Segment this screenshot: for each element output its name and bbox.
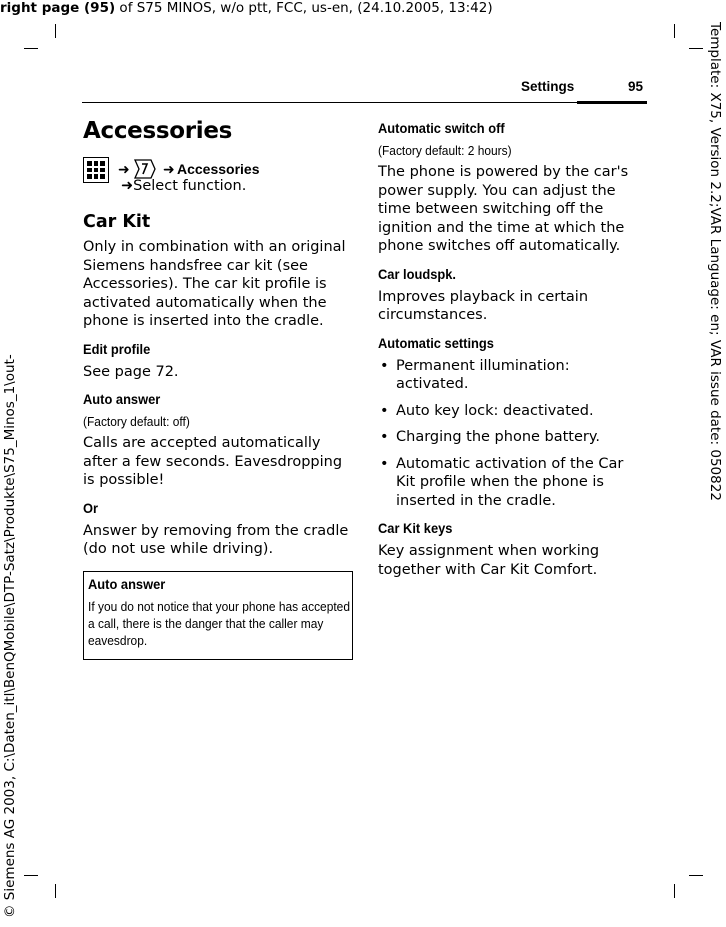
car-kit-keys-heading: Car Kit keys <box>378 520 453 536</box>
select-function-text: ➜Select function. <box>121 178 247 194</box>
crop-mark <box>674 884 675 898</box>
crop-mark <box>24 48 38 49</box>
car-loudspk-text: Improves playback in certain circumstances. <box>378 288 589 323</box>
warning-text: If you do not notice that your phone has accepted a call, there is the danger that the caller may eavesdrop. <box>88 598 350 648</box>
or-heading: Or <box>83 499 99 516</box>
header-page-bar <box>577 101 647 104</box>
auto-answer-default: (Factory default: off) <box>83 414 190 429</box>
page-title: Accessories <box>83 118 233 144</box>
crop-mark <box>24 875 38 876</box>
arrow-icon: ➜ <box>118 162 130 178</box>
crop-mark <box>55 24 56 38</box>
warning-box <box>83 571 353 660</box>
right-column <box>378 120 646 579</box>
auto-switch-off-text: The phone is powered by the car's power supply. You can adjust the time between switching off the ignition and the time at which the phone switches off automatically. <box>378 164 629 254</box>
car-loudspk-heading: Car loudspk. <box>378 265 457 282</box>
list-item: • Automatic activation of the Car Kit profile when the phone is inserted in the cradle. <box>378 455 646 511</box>
section-title: Settings <box>521 79 575 94</box>
arrow-icon: ➜ <box>163 162 175 178</box>
car-kit-keys-text: Key assignment when working together with Car Kit Comfort. <box>378 543 600 578</box>
crop-mark <box>55 884 56 898</box>
side-copyright-text: © Siemens AG 2003, C:\Daten_itl\BenQMobile\DTP-Satz\Produkte\S75_Minos_1\out- <box>2 354 18 918</box>
menu-path <box>83 154 353 196</box>
side-template-text: Template: X75, Version 2.2;VAR Language: en; VAR issue date: 050822 <box>707 22 723 501</box>
left-column <box>83 118 353 660</box>
edit-profile-heading: Edit profile <box>83 340 151 357</box>
menu-item-accessories: Accessories <box>177 161 260 177</box>
print-header <box>0 0 493 16</box>
header-rule <box>82 102 647 103</box>
page-number: 95 <box>628 79 644 94</box>
list-item: • Charging the phone battery. <box>378 428 646 447</box>
crop-mark <box>689 875 703 876</box>
auto-answer-heading: Auto answer <box>83 391 161 407</box>
crop-mark <box>674 24 675 38</box>
car-kit-intro: Only in combination with an original Siemens handsfree car kit (see Accessories). The car kit profile is activated automatically when the phone is inserted into the cradle. <box>83 239 346 329</box>
print-header-info: of S75 MINOS, w/o ptt, FCC, us-en, (24.10.2005, 13:42) <box>115 0 493 16</box>
crop-mark <box>689 48 703 49</box>
or-text: Answer by removing from the cradle (do not use while driving). <box>83 522 349 557</box>
auto-answer-text: Calls are accepted automatically after a few seconds. Eavesdropping is possible! <box>83 435 343 488</box>
auto-switch-off-heading: Automatic switch off <box>378 120 505 136</box>
automatic-settings-heading: Automatic settings <box>378 334 494 351</box>
warning-heading: Auto answer <box>88 575 166 592</box>
automatic-settings-list <box>378 357 646 511</box>
list-item: • Auto key lock: deactivated. <box>378 402 646 421</box>
menu-key-icon <box>83 157 109 183</box>
edit-profile-text: See page 72. <box>83 363 179 380</box>
car-kit-heading: Car Kit <box>83 212 151 232</box>
print-header-page: right page (95) <box>0 0 116 16</box>
list-item: • Permanent illumination: activated. <box>378 357 646 394</box>
auto-switch-off-default: (Factory default: 2 hours) <box>378 143 512 158</box>
